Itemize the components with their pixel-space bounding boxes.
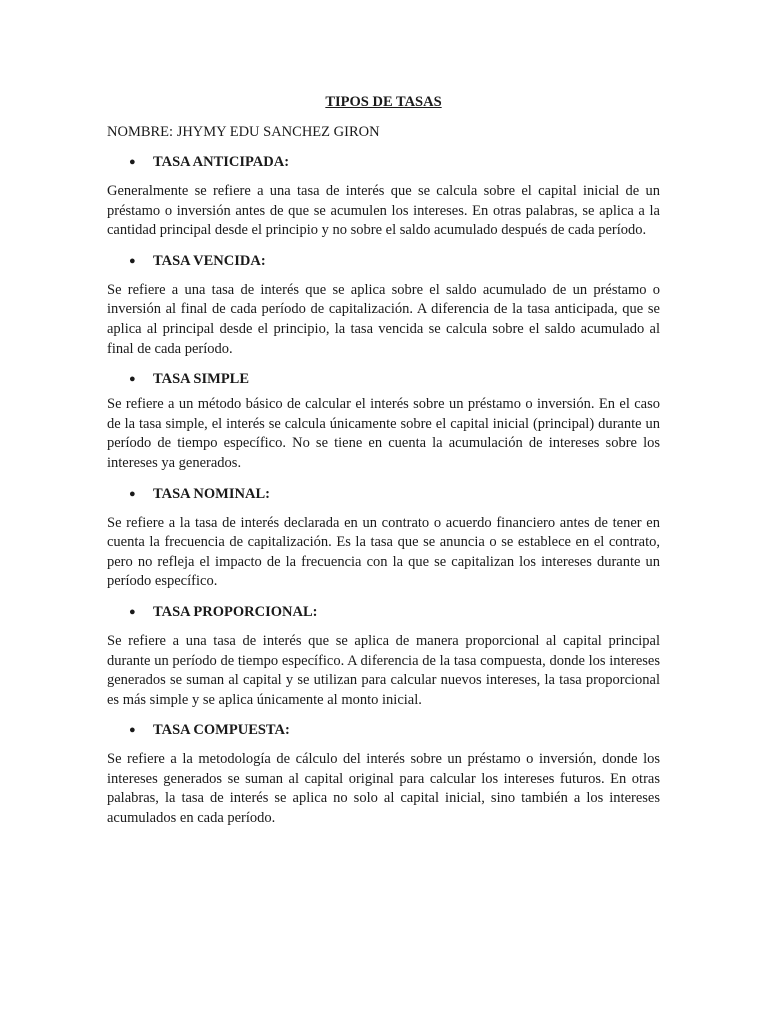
section-paragraph-vencida: Se refiere a una tasa de interés que se aplica sobre el saldo acumulado de un préstamo o inversión al final de cada período de capitalización. A diferencia de la tasa anticipada, que se aplica al principal desde el principio, la tasa vencida se calcula sobre el saldo acumulado al final de cada período. [107, 281, 660, 357]
section-heading-label: TASA PROPORCIONAL: [153, 603, 318, 620]
bullet-icon: ● [129, 373, 136, 386]
section-paragraph-nominal: Se refiere a la tasa de interés declarada en un contrato o acuerdo financiero antes de tener en cuenta la frecuencia de capitalización. Es la tasa que se anuncia o se establece en el contrato, pero no refleja el impacto de la frecuencia con la que se capitalizan los intereses durante un período específico. [107, 514, 660, 590]
section-heading-compuesta [107, 720, 660, 740]
section-heading-proporcional [107, 602, 660, 622]
section-heading-anticipada [107, 152, 660, 172]
section-heading-simple [107, 369, 660, 389]
document-title: TIPOS DE TASAS [325, 94, 442, 110]
section-heading-label: TASA COMPUESTA: [153, 722, 290, 739]
bullet-icon: ● [129, 724, 136, 737]
section-heading-nominal [107, 484, 660, 504]
section-paragraph-compuesta: Se refiere a la metodología de cálculo del interés sobre un préstamo o inversión, donde los intereses generados se suman al capital original para calcular los intereses futuros. En otras palabras, la tasa de interés se aplica no solo al capital inicial, sino también a los intereses acumulados en cada período. [107, 751, 660, 827]
bullet-icon: ● [129, 254, 136, 267]
section-heading-label: TASA NOMINAL: [153, 485, 270, 502]
section-heading-label: TASA VENCIDA: [153, 252, 266, 269]
section-heading-label: TASA SIMPLE [153, 371, 250, 388]
section-paragraph-proporcional: Se refiere a una tasa de interés que se aplica de manera proporcional al capital principal durante un período de tiempo específico. A diferencia de la tasa compuesta, donde los intereses generados se suman al capital y se utilizan para calcular nuevos intereses, la tasa proporcional es más simple y se aplica únicamente al monto inicial. [107, 632, 660, 708]
section-heading-label: TASA ANTICIPADA: [153, 154, 290, 170]
section-heading-vencida [107, 251, 660, 271]
bullet-icon: ● [129, 156, 136, 168]
bullet-icon: ● [129, 605, 136, 618]
section-paragraph-simple: Se refiere a un método básico de calcular el interés sobre un préstamo o inversión. En el caso de la tasa simple, el interés se calcula únicamente sobre el capital inicial (principal) durante un período de tiempo específico. No se tiene en cuenta la acumulación de intereses sobre los intereses ya generados. [107, 396, 660, 471]
bullet-icon: ● [129, 487, 136, 500]
document-page [107, 92, 660, 839]
section-paragraph-anticipada: Generalmente se refiere a una tasa de interés que se calcula sobre el capital inicial de un préstamo o inversión antes de que se acumulen los intereses. En otras palabras, se aplica a la cantidad principal desde el principio y no sobre el saldo acumulado después de cada período. [107, 183, 660, 239]
author-name-line: NOMBRE: JHYMY EDU SANCHEZ GIRON [107, 124, 380, 140]
